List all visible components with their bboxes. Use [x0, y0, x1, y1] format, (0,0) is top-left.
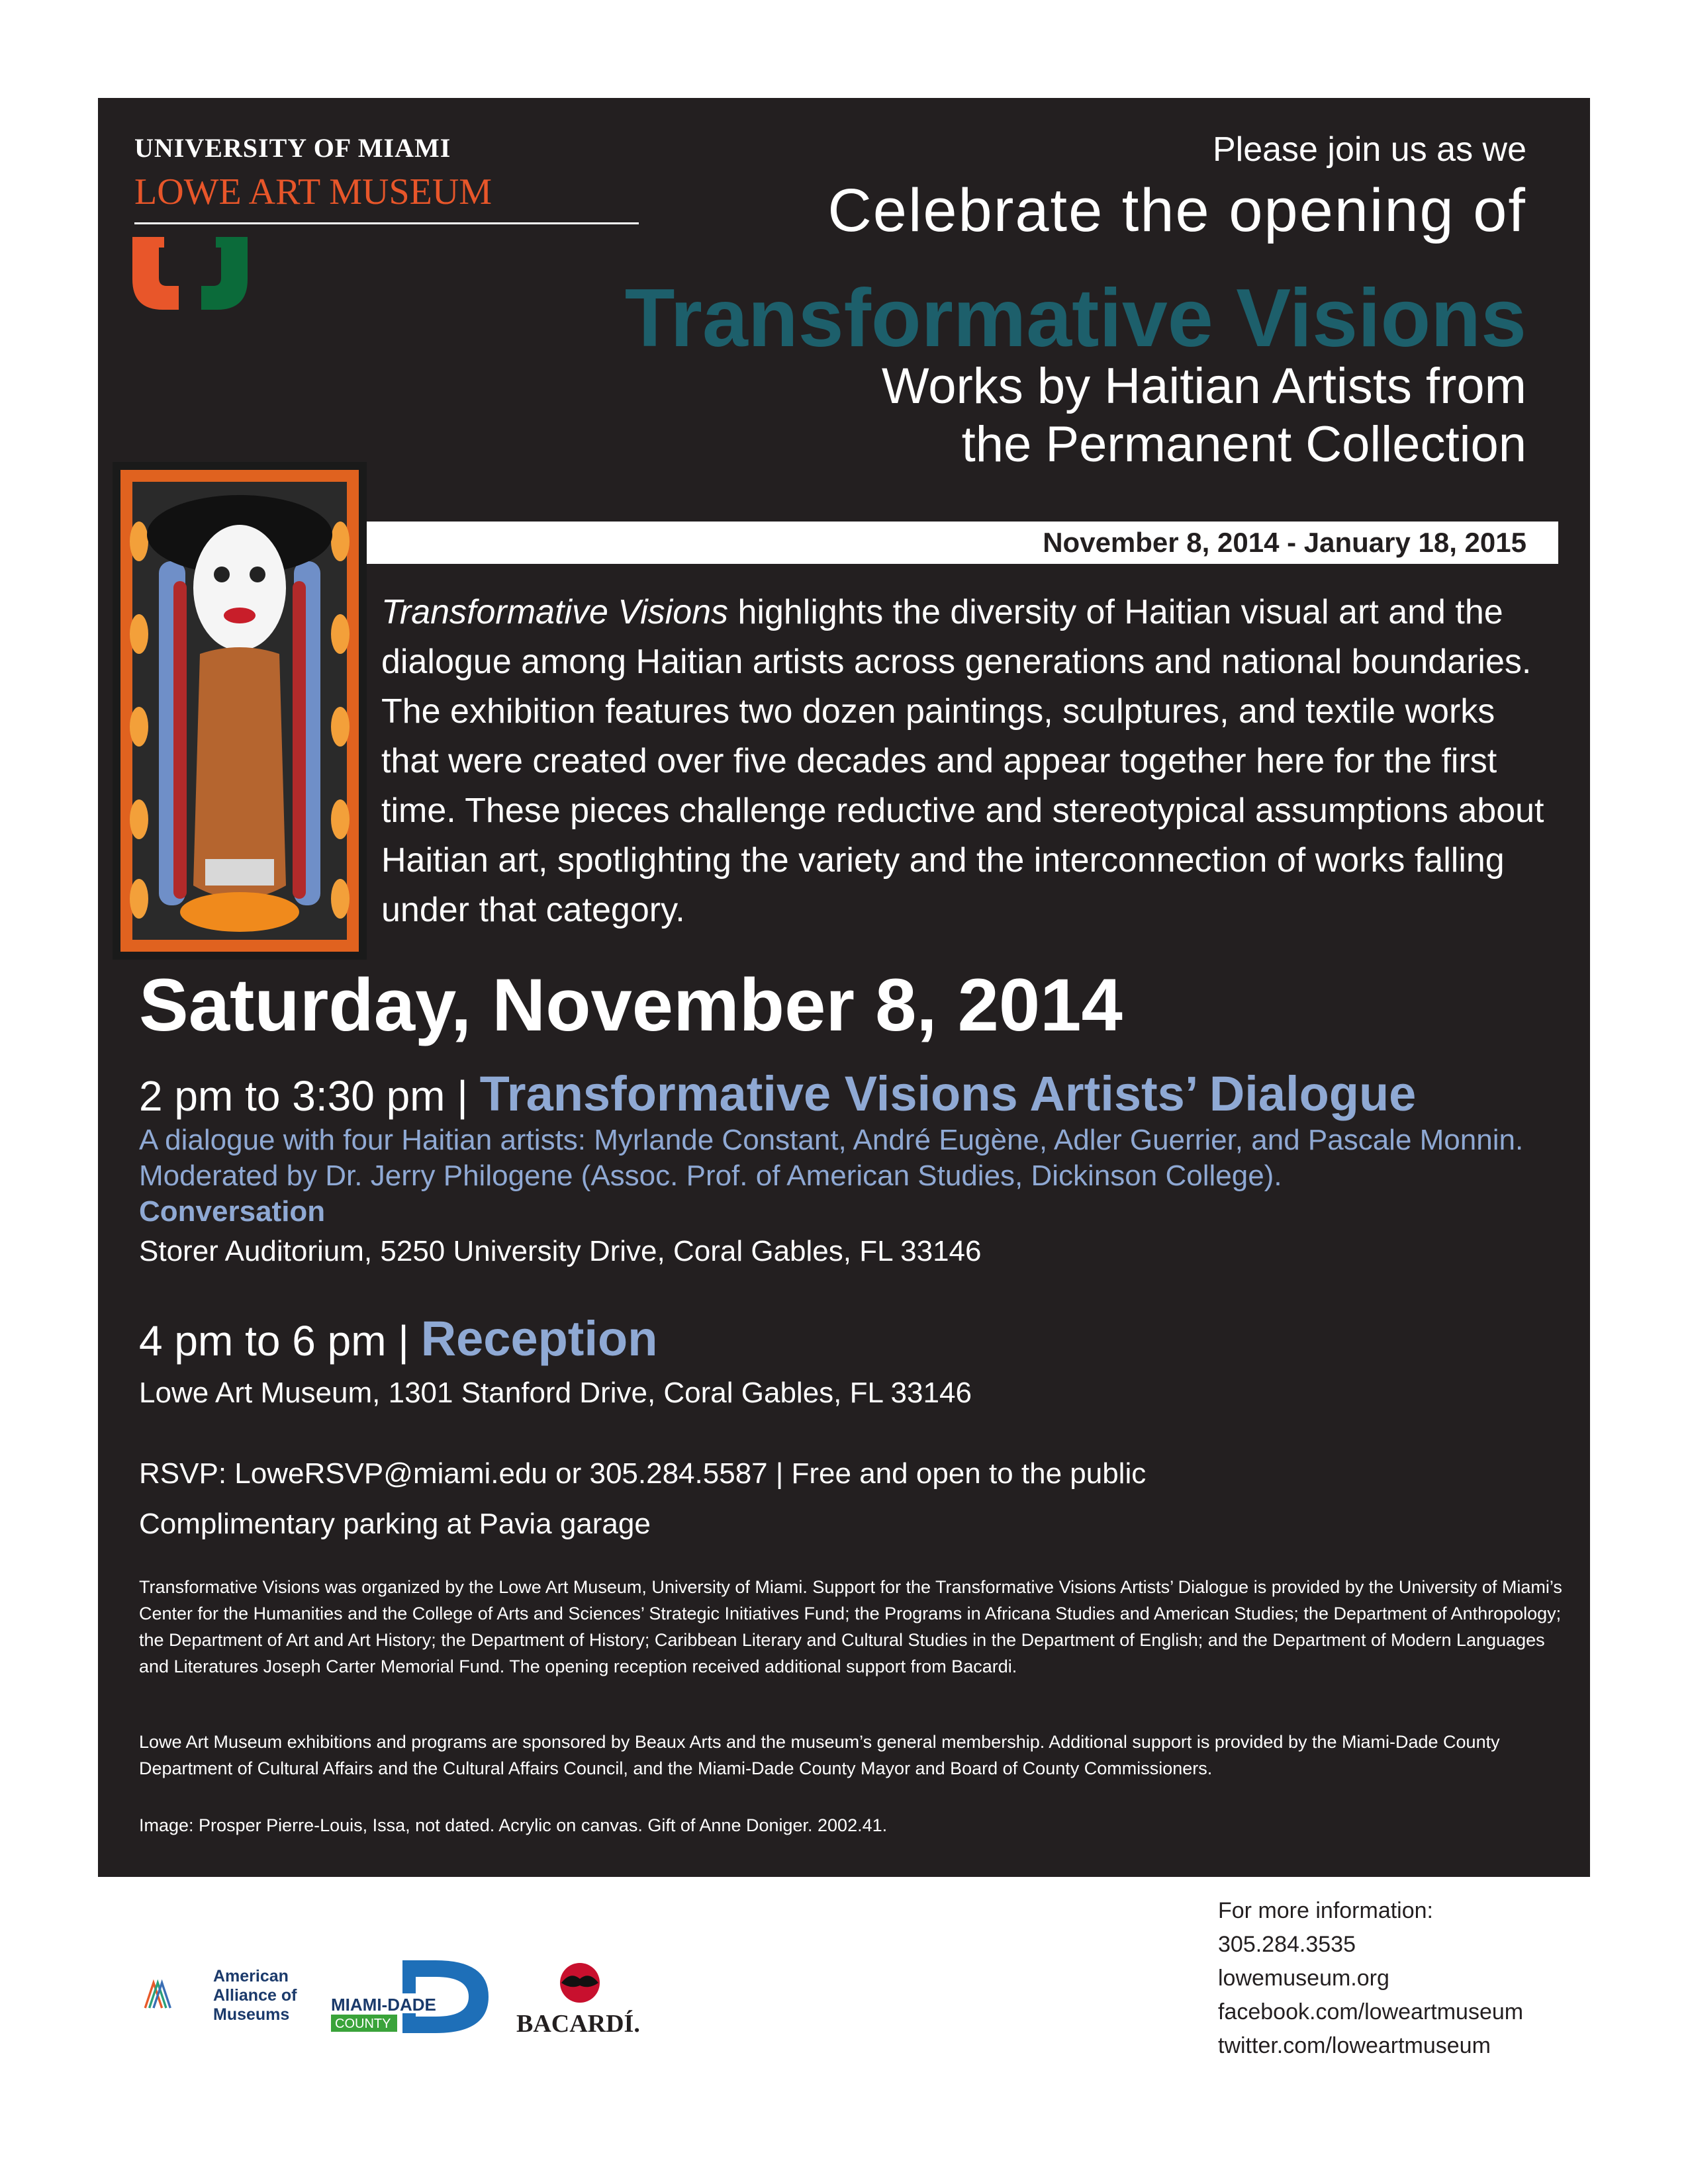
parking-info: Complimentary parking at Pavia garage — [139, 1508, 651, 1540]
miami-dade-logo — [330, 1960, 489, 2033]
exhibition-dates: November 8, 2014 - January 18, 2015 — [1043, 527, 1526, 558]
rsvp-info: RSVP: LoweRSVP@miami.edu or 305.284.5587 | Free and open to the public — [139, 1457, 1147, 1490]
museum-name: LOWE ART MUSEUM — [134, 171, 492, 212]
dialogue-kind: Conversation — [139, 1195, 326, 1228]
artwork-image — [113, 462, 367, 960]
contact-phone[interactable]: 305.284.3535 — [1218, 1932, 1356, 1957]
event-dialogue-heading — [139, 1066, 1416, 1122]
fine-print-support: Transformative Visions was organized by the Lowe Art Museum, University of Miami. Support for the Transformative Visions Artists’ Dialogue is provided by the University of Miami’s Center for the Humanities and the College of Arts and Sciences’ Strategic Initiatives Fund; the Programs in Africana Studies and American Studies; the Department of Anthropology; the Department of Art and Art History; the Department of History; Caribbean Literary and Cultural Studies in the Department of English; and the Department of Modern Languages and Literatures Joseph Carter Memorial Fund. The opening reception received additional support from Bacardi. — [139, 1577, 1562, 1676]
fine-print-image-credit: Image: Prosper Pierre-Louis, Issa, not dated. Acrylic on canvas. Gift of Anne Doniger. 2002.41. — [139, 1815, 888, 1835]
exhibition-subtitle-1: Works by Haitian Artists from — [881, 358, 1526, 414]
county-text: COUNTY — [335, 2017, 391, 2031]
event-date: Saturday, November 8, 2014 — [139, 964, 1123, 1046]
event-reception-heading — [139, 1310, 657, 1367]
contact-facebook[interactable]: facebook.com/loweartmuseum — [1218, 1999, 1524, 2025]
reception-location: Lowe Art Museum, 1301 Stanford Drive, Coral Gables, FL 33146 — [139, 1377, 972, 1409]
dialogue-time: 2 pm to 3:30 pm — [139, 1072, 445, 1120]
reception-time: 4 pm to 6 pm — [139, 1317, 387, 1365]
reception-separator: | — [398, 1317, 409, 1365]
dialogue-detail-line-2: Moderated by Dr. Jerry Philogene (Assoc. Prof. of American Studies, Dickinson College). — [139, 1160, 1282, 1192]
fine-print-sponsors: Lowe Art Museum exhibitions and programs are sponsored by Beaux Arts and the museum’s general membership. Additional support is provided by the Miami-Dade County Department of Cultural Affairs and the Cultural Affairs Council, and the Miami-Dade County Mayor and Board of County Commissioners. — [139, 1732, 1500, 1778]
dialogue-location: Storer Auditorium, 5250 University Drive, Coral Gables, FL 33146 — [139, 1235, 982, 1267]
u-logo-icon — [132, 237, 248, 310]
reception-title: Reception — [420, 1311, 658, 1366]
contact-twitter[interactable]: twitter.com/loweartmuseum — [1218, 2033, 1491, 2058]
header-divider — [134, 222, 639, 224]
bacardi-logo — [514, 1959, 653, 2038]
aam-line-2: Alliance of — [213, 1986, 297, 2005]
contact-heading: For more information: — [1218, 1898, 1433, 1923]
contact-website[interactable]: lowemuseum.org — [1218, 1966, 1389, 1991]
dialogue-detail-line-1: A dialogue with four Haitian artists: Myrlande Constant, André Eugène, Adler Guerrier, and Pascale Monnin. — [139, 1124, 1524, 1156]
bacardi-text: BACARDÍ. — [516, 2010, 640, 2038]
university-name: UNIVERSITY OF MIAMI — [134, 133, 451, 163]
contact-info — [1218, 1894, 1523, 2063]
aam-line-3: Museums — [213, 2005, 290, 2024]
celebrate-line: Celebrate the opening of — [827, 177, 1526, 244]
aam-logo-text — [213, 1967, 297, 2025]
exhibition-subtitle-2: the Permanent Collection — [961, 416, 1526, 473]
dialogue-separator: | — [457, 1072, 468, 1120]
dialogue-detail — [139, 1122, 1562, 1194]
aam-line-1: American — [213, 1967, 289, 1985]
miami-dade-text: MIAMI-DADE — [331, 1995, 436, 2015]
description-body: highlights the diversity of Haitian visual art and the dialogue among Haitian artists across generations and national boundaries. The exhibition features two dozen paintings, sculptures, and textile works that were created over five decades and appear together here for the first time. These pieces challenge reductive and stereotypical assumptions about Haitian art, spotlighting the variety and the interconnection of works falling under that category. — [381, 593, 1544, 929]
aam-logo-icon — [142, 1959, 215, 2032]
description-lead: Transformative Visions — [381, 593, 729, 631]
exhibition-description — [381, 588, 1546, 935]
dialogue-title: Transformative Visions Artists’ Dialogue — [479, 1066, 1417, 1121]
invitation-panel — [98, 98, 1590, 1877]
exhibition-title: Transformative Visions — [624, 273, 1526, 364]
invite-line: Please join us as we — [1212, 130, 1526, 169]
